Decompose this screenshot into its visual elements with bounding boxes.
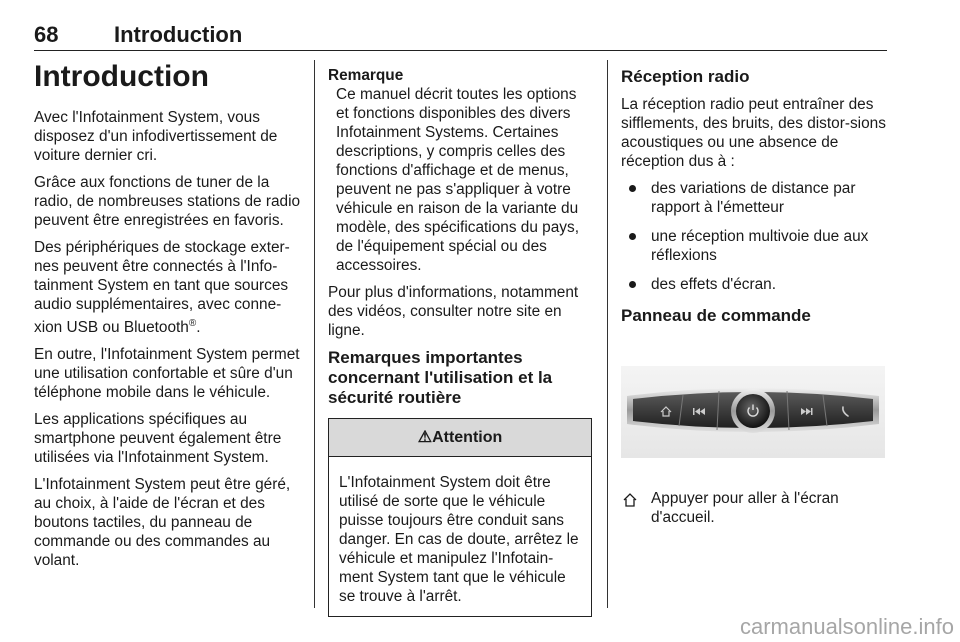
list-item-text: des effets d'écran. [651, 276, 777, 293]
bullet-icon [629, 281, 636, 288]
paragraph: L'Infotainment System peut être géré, au choix, à l'aide de l'écran et des boutons tactiles, du panneau de commande ou des commandes au volant. [34, 476, 291, 570]
section-heading: Introduction [34, 60, 209, 93]
page-number: 68 [34, 22, 59, 47]
paragraph: Grâce aux fonctions de tuner de la radio, de nombreuses stations de radio peuvent être enregistrées en favoris. [34, 174, 301, 229]
paragraph: Pour plus d'informations, notamment des vidéos, consulter notre site en ligne. [328, 284, 579, 339]
paragraph-text: Des périphériques de stockage exter-nes peuvent être connectés à l'Info-tainment System en tant que sources audio supplémentaires, avec conne-xion USB ou Bluetooth [34, 239, 290, 337]
registered-mark: ® [188, 318, 197, 329]
paragraph: Avec l'Infotainment System, vous disposez d'un infodivertissement de voiture dernier cri. [34, 109, 278, 164]
paragraph-end: . [196, 319, 201, 337]
column-divider [314, 60, 315, 608]
control-panel-image [621, 366, 885, 458]
subheading-radio: Réception radio [621, 67, 750, 86]
column-middle [328, 60, 590, 617]
note-body: Ce manuel décrit toutes les options et fonctions disponibles des divers Infotainment Systems. Certaines descriptions, y compris celles des fonctions d'affichage et de menus, peuvent ne pas s'appliquer à votre véhicule en raison de la variante du modèle, des spécifications du pays, de l'équipement spécial ou des accessoires. [336, 86, 579, 274]
subheading-safety: Remarques importantes concernant l'utilisation et la sécurité routière [328, 348, 553, 407]
column-right [621, 60, 887, 527]
attention-header [329, 419, 591, 457]
bullet-icon [629, 185, 636, 192]
bullet-list [621, 179, 887, 294]
running-title: Introduction [114, 22, 243, 47]
column-left [34, 60, 304, 578]
note-title: Remarque [328, 67, 404, 84]
attention-box [328, 418, 592, 617]
home-description [621, 489, 887, 527]
list-item [621, 179, 887, 217]
list-item [621, 275, 887, 294]
list-item-text: des variations de distance par rapport à l'émetteur [651, 180, 856, 216]
home-icon [621, 491, 639, 509]
list-item [621, 227, 887, 265]
subheading-control-panel: Panneau de commande [621, 306, 811, 325]
column-divider [607, 60, 608, 608]
attention-body: L'Infotainment System doit être utilisé de sorte que le véhicule puisse toujours être conduit sans danger. En cas de doute, arrêtez le véhicule et manipulez l'Infotain-ment System tant que le véhicule se trouve à l'arrêt. [339, 474, 579, 605]
watermark: carmanualsonline.info [739, 614, 954, 639]
paragraph: La réception radio peut entraîner des sifflements, des bruits, des distor-sions acoustiques ou une absence de réception dus à : [621, 96, 886, 170]
paragraph: Les applications spécifiques au smartphone peuvent également être utilisées via l'Infotainment System. [34, 411, 282, 467]
page-header [34, 18, 887, 51]
attention-title: Attention [432, 429, 503, 446]
bullet-icon [629, 233, 636, 240]
paragraph [34, 238, 304, 337]
list-item-text: une réception multivoie due aux réflexions [651, 228, 869, 264]
paragraph: En outre, l'Infotainment System permet une utilisation confortable et sûre d'un téléphone mobile dans le véhicule. [34, 346, 300, 402]
home-text: Appuyer pour aller à l'écran d'accueil. [651, 490, 839, 526]
warning-icon: ⚠ [417, 429, 433, 446]
